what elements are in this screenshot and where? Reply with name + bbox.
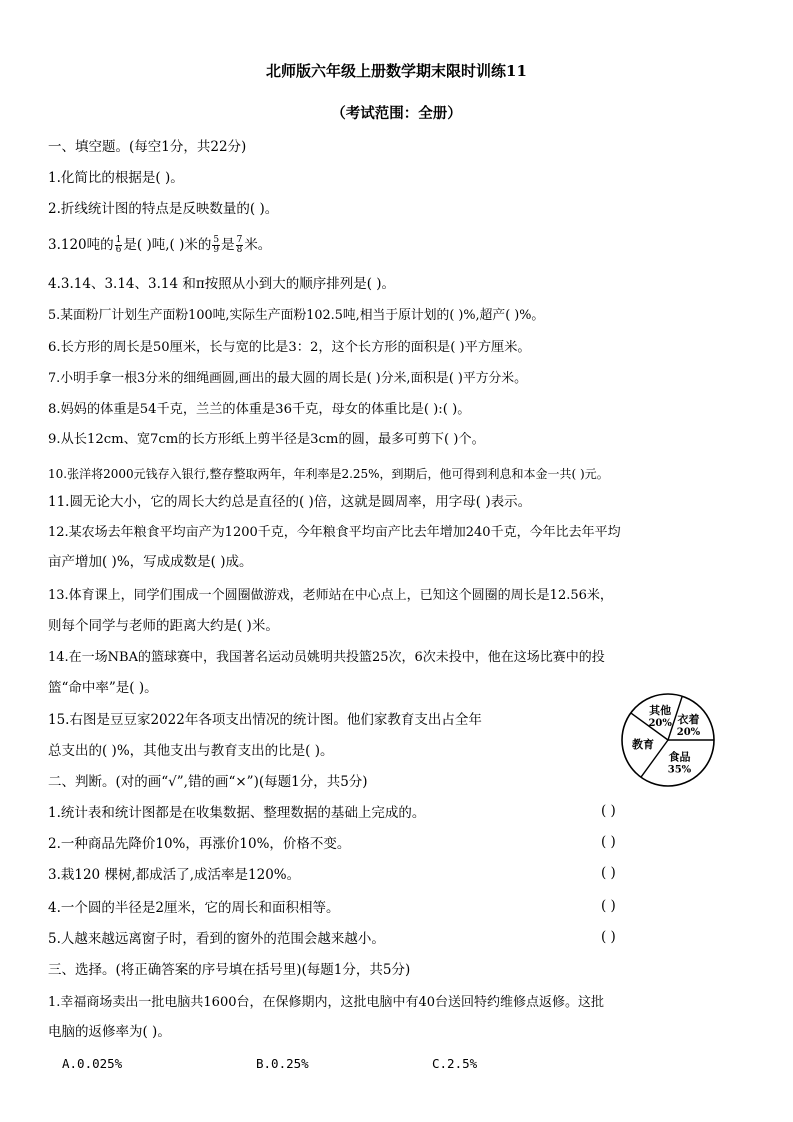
question-1-2: 2.折线统计图的特点是反映数量的( )。 <box>48 201 279 217</box>
fraction-numerator: 1 <box>115 235 122 245</box>
choice-question-1-line1: 1.幸福商场卖出一批电脑共1600台，在保修期内，这批电脑中有40台送回特约维修点返修。这批 <box>48 995 605 1010</box>
question-1-14-line1: 14.在一场NBA的篮球赛中，我国著名运动员姚明共投篮25次，6次未投中，他在这场比赛中的投 <box>48 650 605 665</box>
page-subtitle: （考试范围：全册） <box>331 105 462 122</box>
page-title: 北师版六年级上册数学期末限时训练11 <box>266 62 527 80</box>
question-1-10: 10.张洋将2000元钱存入银行,整存整取两年，年利率是2.25%，到期后，他可得到利息和本金一共( )元。 <box>48 467 609 481</box>
pie-label-2: 食品 <box>668 750 691 764</box>
judge-answer-2[interactable]: ( ) <box>601 834 616 850</box>
judge-item-4: 4.一个圆的半径是2厘米，它的周长和面积相等。 <box>48 900 340 916</box>
question-1-13-line1: 13.体育课上，同学们围成一个圆圈做游戏，老师站在中心点上，已知这个圆圈的周长是12.56米， <box>48 588 613 603</box>
pie-label-4: 其他 <box>649 703 672 717</box>
question-1-6: 6.长方形的周长是50厘米，长与宽的比是3：2，这个长方形的面积是( )平方厘米。 <box>48 340 531 355</box>
section1-heading: 一、填空题。(每空1分，共22分) <box>48 139 247 155</box>
pie-value-1: 20% <box>676 727 701 739</box>
fraction-numerator: 5 <box>213 235 220 245</box>
question-1-15-line1: 15.右图是豆豆家2022年各项支出情况的统计图。他们家教育支出占全年 <box>48 712 482 728</box>
judge-item-2: 2.一种商品先降价10%，再涨价10%，价格不变。 <box>48 836 351 852</box>
judge-item-3: 3.栽120 棵树,都成活了,成活率是120%。 <box>48 867 301 883</box>
judge-answer-3[interactable]: ( ) <box>601 865 616 881</box>
section2-heading: 二、判断。(对的画“√”,错的画“×”)(每题1分，共5分) <box>48 774 368 790</box>
question-1-11: 11.圆无论大小，它的周长大约总是直径的( )倍，这就是圆周率，用字母( )表示。 <box>48 494 532 510</box>
option-a[interactable]: A.0.025% <box>62 1056 123 1071</box>
pie-value-4: 20% <box>648 717 672 729</box>
fraction-5-9 <box>212 236 220 255</box>
pie-label-3: 教育 <box>632 737 655 751</box>
choice-question-1-line2: 电脑的返修率为( )。 <box>48 1024 171 1040</box>
fraction-denominator: 6 <box>115 245 122 255</box>
question-1-15-line2: 总支出的( )%，其他支出与教育支出的比是( )。 <box>48 743 334 759</box>
question-1-3 <box>48 235 271 255</box>
judge-item-1: 1.统计表和统计图都是在收集数据、整理数据的基础上完成的。 <box>48 805 426 821</box>
option-b[interactable]: B.0.25% <box>256 1056 309 1071</box>
judge-answer-1[interactable]: ( ) <box>601 803 616 819</box>
question-1-14-line2: 篮“命中率”是( )。 <box>48 680 158 696</box>
q3-part4: 米。 <box>244 237 272 253</box>
question-1-12-line2: 亩产增加( )%，写成成数是( )成。 <box>48 554 253 570</box>
question-1-5: 5.某面粉厂计划生产面粉100吨,实际生产面粉102.5吨,相当于原计划的( )%,超产( )%。 <box>48 308 545 323</box>
expense-pie-chart <box>618 690 718 790</box>
fraction-7-8 <box>236 236 244 255</box>
fraction-denominator: 9 <box>213 245 220 255</box>
pie-value-2: 35% <box>667 764 692 776</box>
judge-item-5: 5.人越来越远离窗子时，看到的窗外的范围会越来越小。 <box>48 931 385 947</box>
q3-part1: 3.120吨的 <box>48 237 114 253</box>
fraction-denominator: 8 <box>236 245 243 255</box>
question-1-1: 1.化简比的根据是( )。 <box>48 170 184 186</box>
question-1-13-line2: 则每个同学与老师的距离大约是( )米。 <box>48 618 279 634</box>
judge-answer-4[interactable]: ( ) <box>601 898 616 914</box>
question-1-9: 9.从长12cm、宽7cm的长方形纸上剪半径是3cm的圆，最多可剪下( )个。 <box>48 432 485 447</box>
q3-part3: 是 <box>221 237 235 253</box>
q3-part2: 是( )吨,( )米的 <box>123 237 212 253</box>
question-1-7: 7.小明手拿一根3分米的细绳画圆,画出的最大圆的周长是( )分米,面积是( )平方分米。 <box>48 371 527 386</box>
judge-answer-5[interactable]: ( ) <box>601 929 616 945</box>
fraction-numerator: 7 <box>236 235 243 245</box>
option-c[interactable]: C.2.5% <box>432 1056 478 1071</box>
question-1-4: 4.3.14、3.14、3.14 和π按照从小到大的顺序排列是( )。 <box>48 276 396 292</box>
section3-heading: 三、选择。(将正确答案的序号填在括号里)(每题1分，共5分) <box>48 962 411 978</box>
question-1-12-line1: 12.某农场去年粮食平均亩产为1200千克，今年粮食平均亩产比去年增加240千克，今年比去年平均 <box>48 525 621 540</box>
question-1-8: 8.妈妈的体重是54千克，兰兰的体重是36千克，母女的体重比是( ):( )。 <box>48 402 471 417</box>
fraction-1-6 <box>115 236 123 255</box>
pie-label-1: 衣着 <box>677 713 700 727</box>
